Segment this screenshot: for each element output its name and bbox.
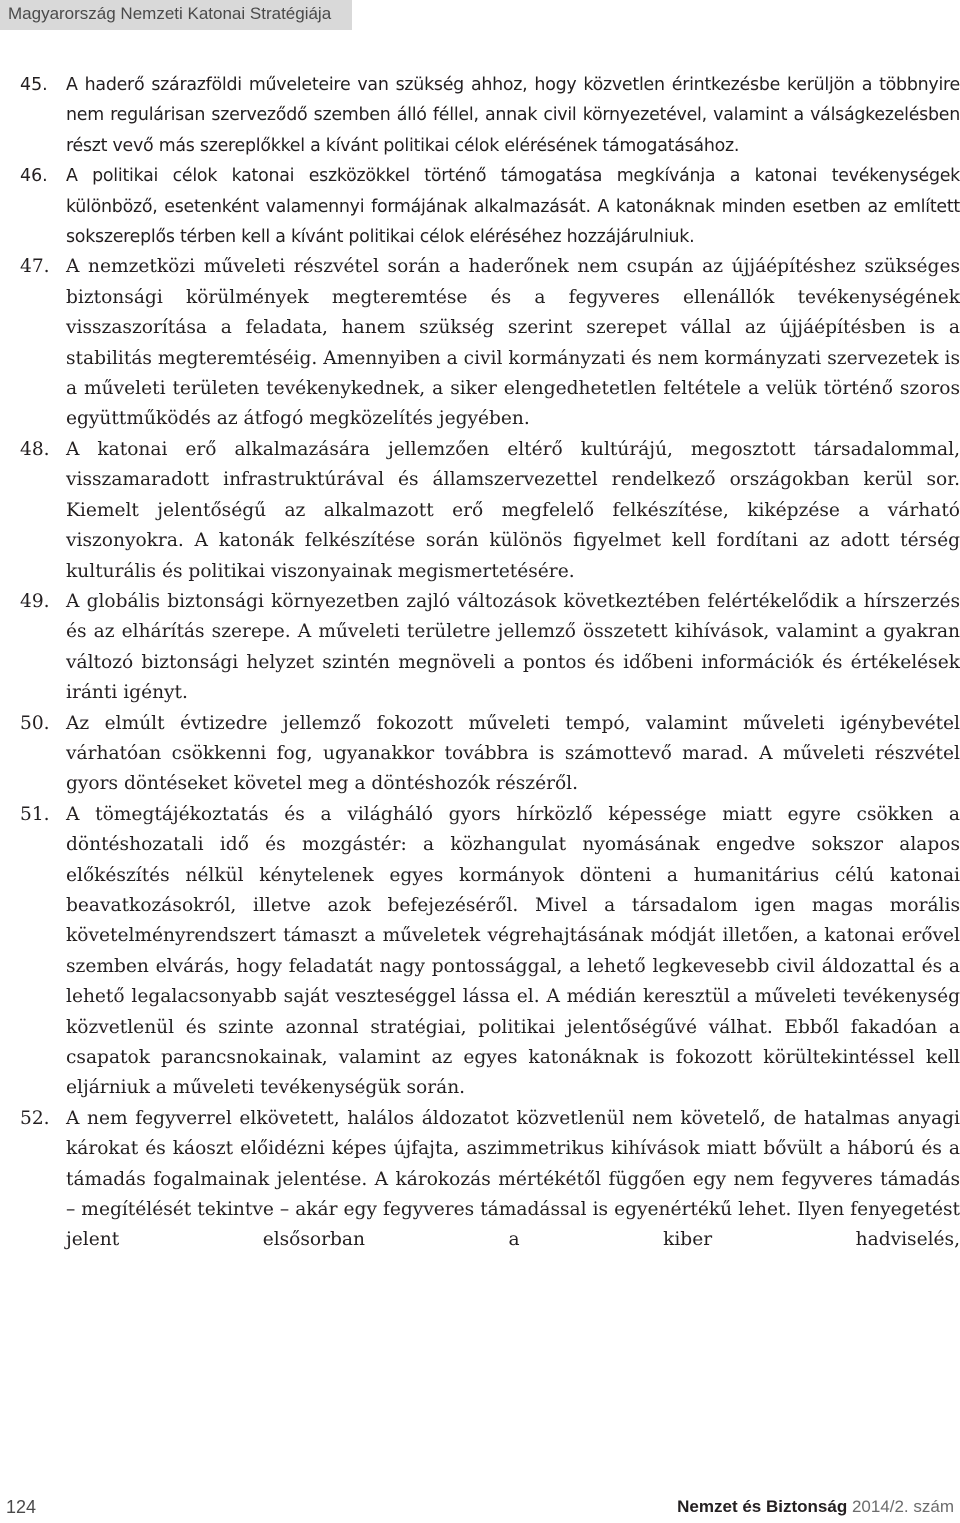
paragraph-46 xyxy=(20,161,960,252)
paragraph-number: 52. xyxy=(20,1107,50,1129)
paragraph-48 xyxy=(20,435,960,587)
paragraph-number: 46. xyxy=(20,166,48,187)
paragraph-text: A globális biztonsági környezetben zajló változások következtében felértékelődik a hírszerzés és az elhárítás szerepe. A műveleti területre jellemző összetett kihívások, valamint a gyakran változó biztonsági helyzet szintén megnöveli a pontos és időbeni információk és értékelések iránti igényt. xyxy=(66,590,960,704)
paragraph-text: Az elmúlt évtizedre jellemző fokozott műveleti tempó, valamint műveleti igénybevétel várhatóan csökkenni fog, ugyanakkor továbbra is számottevő marad. A műveleti részvétel gyors döntéseket követel meg a döntéshozók részéről. xyxy=(66,712,960,795)
paragraph-text: A haderő szárazföldi műveleteire van szükség ahhoz, hogy közvetlen érintkezésbe kerüljön a többnyire nem regulárisan szerveződő szemben álló féllel, annak civil környezetével, valamint a válságkezelésben részt vevő más szereplőkkel a kívánt politikai célok elérésének támogatásához. xyxy=(66,75,960,156)
paragraph-49 xyxy=(20,587,960,709)
paragraph-50 xyxy=(20,709,960,800)
paragraph-number: 48. xyxy=(20,438,50,460)
paragraph-number: 49. xyxy=(20,590,50,612)
issue-label: 2014/2. szám xyxy=(851,1497,954,1516)
paragraph-number: 50. xyxy=(20,712,50,734)
journal-name: Nemzet és Biztonság xyxy=(677,1497,848,1516)
paragraph-47 xyxy=(20,252,960,434)
paragraph-text: A tömegtájékoztatás és a világháló gyors hírközlő képessége miatt egyre csökken a döntéshozatali idő és mozgástér: a közhangulat nyomásának engedve sokszor alapos előkészítés nélkül kénytelenek egyes kormányok dönteni a humanitárius célú katonai beavatkozásokról, illetve azok befejezéséről. Mivel a társadalom igen magas morális követelményrendszert támaszt a műveletek végrehajtásának módját illetően, a katonai erővel szemben elvárás, hogy feladatát nagy pontossággal, a lehető legkevesebb civil áldozattal és a lehető legalacsonyabb saját veszteséggel lássa el. A médián keresztül a műveleti tevékenység közvetlenül és szinte azonnal stratégiai, politikai jelentőségűvé válhat. Ebből fakadóan a csapatok parancsnokainak, valamint az egyes katonáknak is fokozott körültekintéssel kell eljárniuk a műveleti tevékenységük során. xyxy=(66,803,960,1099)
running-header-title: Magyarország Nemzeti Katonai Stratégiája xyxy=(8,4,332,23)
paragraph-number: 47. xyxy=(20,256,50,278)
paragraph-51 xyxy=(20,800,960,1104)
paragraph-number: 45. xyxy=(20,75,48,95)
running-header xyxy=(0,0,352,30)
page-number: 124 xyxy=(6,1497,37,1517)
paragraph-text: A katonai erő alkalmazására jellemzően eltérő kultúrájú, megosztott társadalommal, visszamaradott infrastruktúrával és államszervezettel rendelkező országokban kerül sor. Kiemelt jelentőségű az alkalmazott erő megfelelő felkészítése, kiképzése a várható viszonyokra. A katonák felkészítése során különös figyelmet kell fordítani az adott térség kulturális és politikai viszonyainak megismertetésére. xyxy=(66,438,960,582)
paragraph-52 xyxy=(20,1104,960,1256)
paragraph-text: A nemzetközi műveleti részvétel során a haderőnek nem csupán az újjáépítéshez szükséges biztonsági körülmények megteremtése és a fegyveres ellenállók tevékenységének visszaszorítása a feladata, hanem szükség szerint szerepet vállal az újjáépítésben is a stabilitás megteremtéséig. Amennyiben a civil kormányzati és nem kormányzati szervezetek is a műveleti területen tevékenykednek, a siker elengedhetetlen feltétele a velük történő szoros együttműködés az átfogó megközelítés jegyében. xyxy=(66,256,960,430)
document-body xyxy=(20,70,960,1256)
paragraph-45 xyxy=(20,70,960,161)
paragraph-number: 51. xyxy=(20,803,50,825)
footer-publication xyxy=(677,1497,954,1517)
paragraph-text: A nem fegyverrel elkövetett, halálos áldozatot közvetlenül nem követelő, de hatalmas anyagi károkat és káoszt előidézni képes újfajta, aszimmetrikus kihívások miatt bővült a háború és a támadás fogalmainak jelentése. A károkozás mértékétől függően egy nem fegyveres támadás – megítélését tekintve – akár egy fegyveres támadással is egyenértékű lehet. Ilyen fenyegetést jelent elsősorban a kiber hadviselés, xyxy=(66,1107,960,1251)
paragraph-text: A politikai célok katonai eszközökkel történő támogatása megkívánja a katonai tevékenységek különböző, esetenként valamennyi formájának alkalmazását. A katonáknak minden esetben az említett sokszereplős térben kell a kívánt politikai célok eléréséhez hozzájárulniuk. xyxy=(66,166,960,248)
